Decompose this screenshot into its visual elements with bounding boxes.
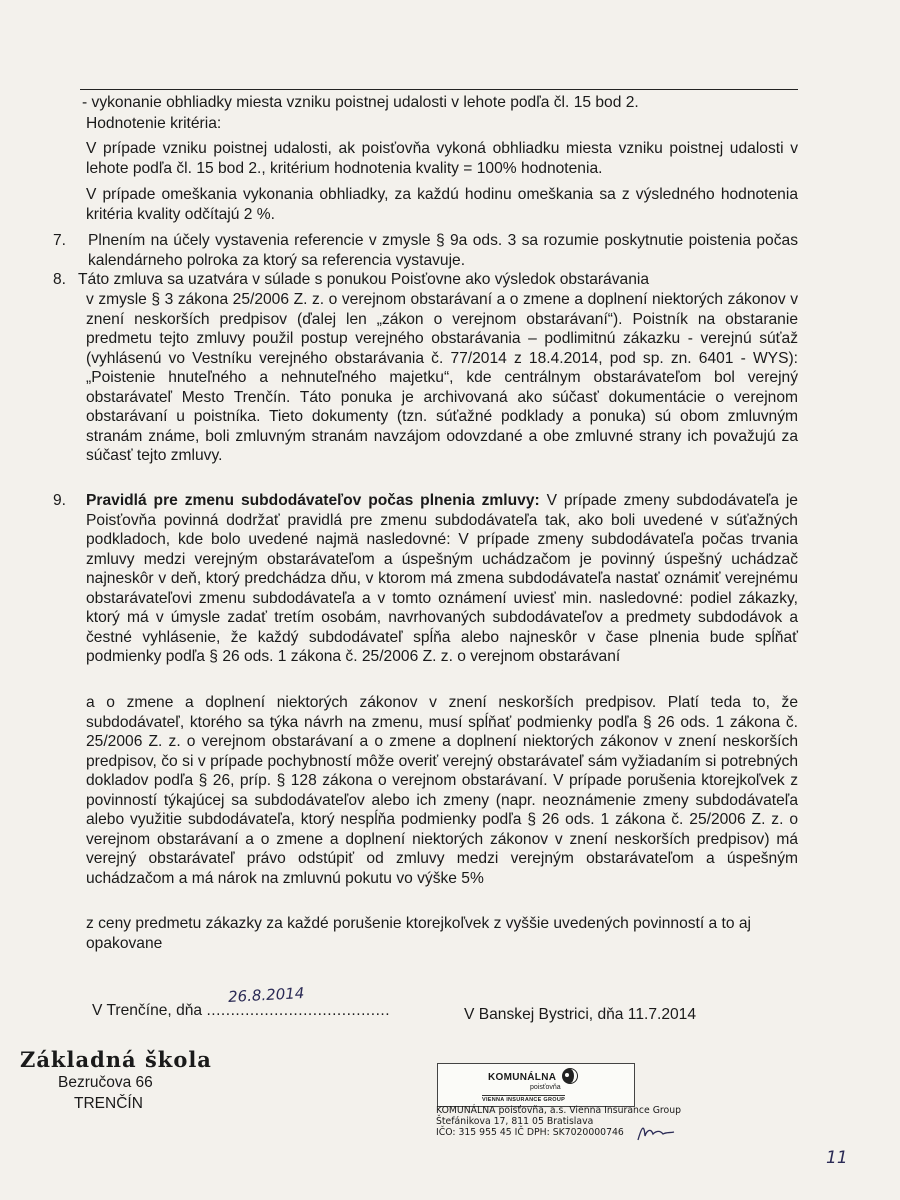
school-stamp <box>20 1047 240 1113</box>
insurer-line-2: Štefánikova 17, 811 05 Bratislava <box>436 1116 594 1127</box>
criteria-paragraph-b: V prípade omeškania vykonania obhliadky, za každú hodinu omeškania sa z výsledného hodnotenia kritéria kvality odčítajú 2 %. <box>86 186 798 223</box>
insurer-logo-text: KOMUNÁLNA <box>488 1072 557 1083</box>
item-7-text: Plnením na účely vystavenia referencie v zmysle § 9a ods. 3 sa rozumie poskytnutie poistenia počas kalendárneho polroka za ktorý sa referencia vystavuje. <box>88 232 798 269</box>
top-rule <box>80 89 798 90</box>
signature-left-place: V Trenčíne, dňa <box>92 1002 203 1019</box>
item-9-number: 9. <box>53 492 67 509</box>
insurer-logo-icon <box>561 1067 579 1085</box>
item-9-heading: Pravidlá pre zmenu subdodávateľov počas plnenia zmluvy: <box>86 492 540 509</box>
handwritten-date: 26.8.2014 <box>227 984 305 1006</box>
insurer-logo-box <box>437 1063 635 1107</box>
school-street: Bezručova 66 <box>58 1074 153 1091</box>
insurer-group: VIENNA INSURANCE GROUP <box>482 1097 566 1103</box>
school-name: Základná škola <box>20 1047 212 1072</box>
insurer-line-3: IČO: 315 955 45 IČ DPH: SK7020000746 <box>436 1127 624 1138</box>
criteria-paragraph-a: V prípade vzniku poistnej udalosti, ak poisťovňa vykoná obhliadku miesta vzniku poistnej udalosti v lehote podľa čl. 15 bod 2., kritérium hodnotenia kvality = 100% hodnotenia. <box>86 140 798 177</box>
signature-left-dots: ...................................... <box>206 1002 391 1019</box>
item-9-text-second: a o zmene a doplnení niektorých zákonov v znení neskorších predpisov. Platí teda to, že subdodávateľ, ktorého sa týka návrh na zmenu, musí spĺňať podmienky podľa § 26 ods. 1 zákona č. 25/2006 Z. z. o verejnom obstarávaní a o zmene a doplnení niektorých zákonov v znení neskorších predpisov, čo si v prípade pochybností môže overiť verejný obstarávateľ sám vyžiadaním si potrebných dokladov podľa § 26, príp. § 128 zákona o verejnom obstarávaní. V prípade porušenia ktorejkoľvek z povinností týkajúcej sa subdodávateľov alebo ich zmeny (napr. neoznámenie zmeny subdodávateľa alebo využitie subdodávateľa, ktorý nespĺňa podmienky podľa § 26 ods. 1 zákona č. 25/2006 Z. z. o verejnom obstarávaní a o zmene a doplnení niektorých zákonov v znení neskorších predpisov) má verejný obstarávateľ právo odstúpiť od zmluvy medzi verejným obstarávateľom a úspešným uchádzačom a má nárok na zmluvnú pokutu vo výške 5% <box>86 694 798 887</box>
signature-right: V Banskej Bystrici, dňa 11.7.2014 <box>464 1006 697 1023</box>
school-city: TRENČÍN <box>74 1095 143 1112</box>
item-9-text-third: z ceny predmetu zákazky za každé porušenie ktorejkoľvek z vyššie uvedených povinností a to aj opakovane <box>86 915 752 952</box>
intro-first-line: - vykonanie obhliadky miesta vzniku poistnej udalosti v lehote podľa čl. 15 bod 2. <box>82 94 639 111</box>
item-7-number: 7. <box>53 232 67 249</box>
insurer-signature-scribble <box>636 1122 676 1144</box>
item-9-text-first <box>86 491 798 667</box>
item-8-first-line: Táto zmluva sa uzatvára v súlade s ponukou Poisťovne ako výsledok obstarávania <box>78 271 650 288</box>
criteria-label: Hodnotenie kritéria: <box>86 115 222 132</box>
insurer-line-1: KOMUNÁLNA poisťovňa, a.s. Vienna Insurance Group <box>436 1105 682 1116</box>
insurer-logo-sub: poisťovňa <box>530 1084 561 1091</box>
page-number: 11 <box>826 1148 848 1168</box>
item-9-body-first: V prípade zmeny subdodávateľa je Poisťovňa povinná dodržať pravidlá pre zmenu subdodávateľa tak, ako boli uvedené v súťažných podkladoch, kde bolo uvedené najmä nasledovné: V prípade zmeny subdodávateľa počas trvania zmluvy medzi verejným obstarávateľom a úspešným uchádzačom je povinný úspešný uchádzač najneskôr v deň, ktorý predchádza dňu, v ktorom má zmena subdodávateľa nastať oznámiť verejnému obstarávateľovi zmenu subdodávateľa a v tomto oznámení uviesť min. nasledovné: podiel zákazky, ktorý má v úmysle zadať tretím osobám, navrhovaných subdodávateľov a predmety subdodávok a čestné vyhlásenie, že každý subdodávateľ spĺňa alebo najneskôr v čase plnenia bude spĺňať podmienky podľa § 26 ods. 1 zákona č. 25/2006 Z. z. o verejnom obstarávaní <box>86 492 798 665</box>
item-8-text: v zmysle § 3 zákona 25/2006 Z. z. o verejnom obstarávaní a o zmene a doplnení niektorých zákonov v znení neskorších predpisov (ďalej len „zákon o verejnom obstarávaní“). Poistník na obstaranie predmetu tejto zmluvy použil postup verejného obstarávania – podlimitnú zákazku - verejnú súťaž (vyhlásenú vo Vestníku verejného obstarávania č. 77/2014 z 18.4.2014, pod sp. zn. 6401 - WYS): „Poistenie hnuteľného a nehnuteľného majetku“, kde centrálnym obstarávateľom bol verejný obstarávateľ Mesto Trenčín. Táto ponuka je archivovaná ako súčasť dokumentácie o verejnom obstarávaní u poistníka. Tieto dokumenty (tzn. súťažné podklady a ponuka) sú obom zmluvným stranám známe, boli zmluvným stranám navzájom odovzdané a obe zmluvné strany ich považujú za súčasť tejto zmluvy. <box>86 291 798 464</box>
item-8-number: 8. <box>53 271 67 288</box>
